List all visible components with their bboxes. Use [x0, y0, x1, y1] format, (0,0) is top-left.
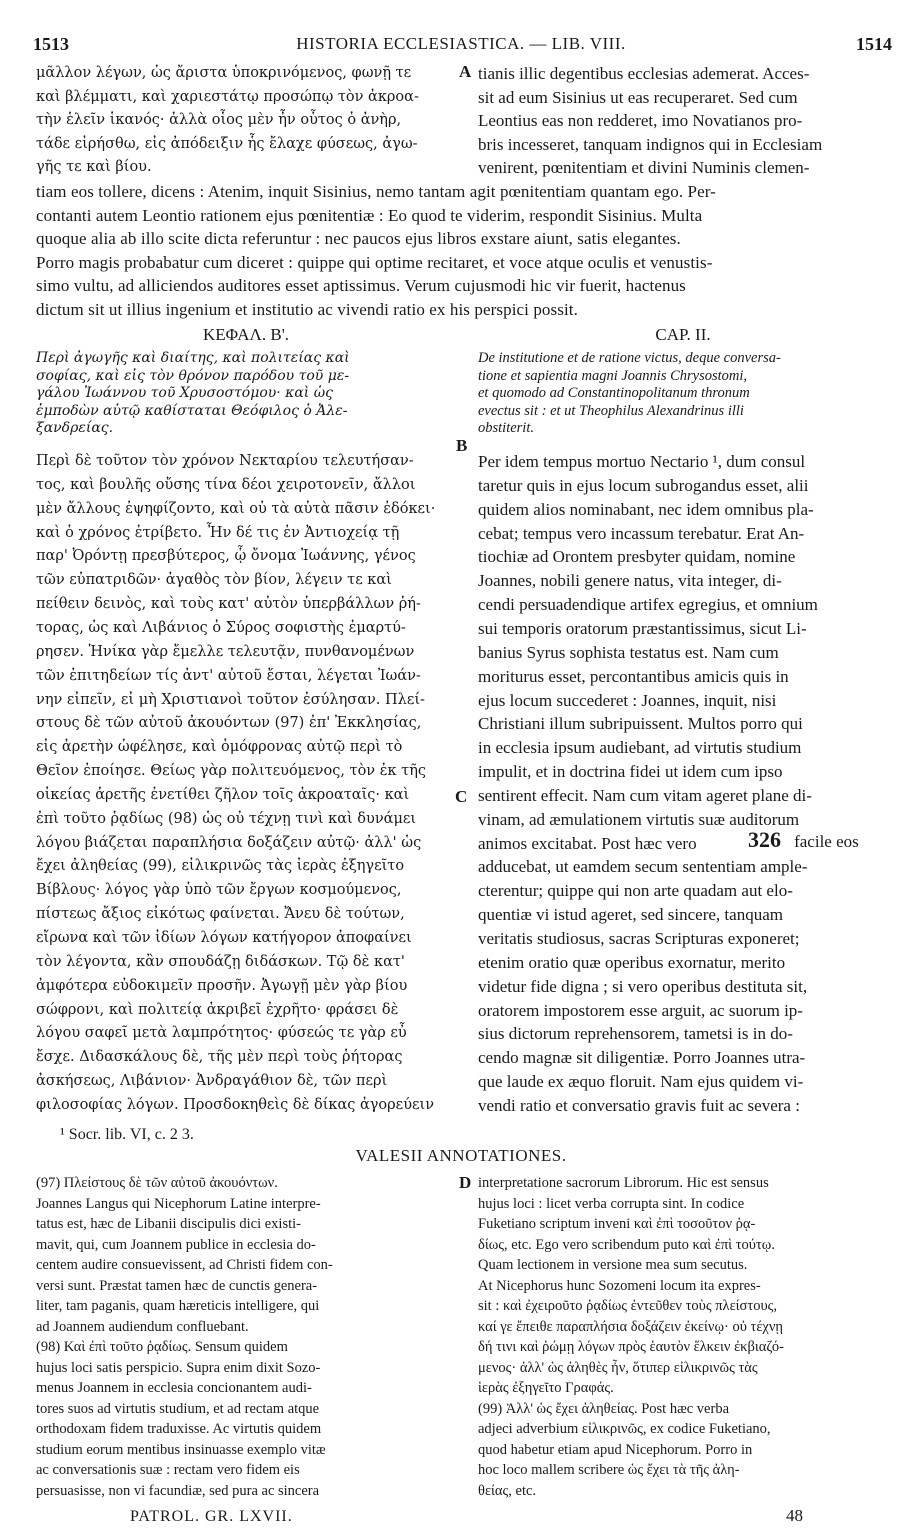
page-number-right: 1514 — [856, 34, 892, 54]
footnote: ¹ Socr. lib. VI, c. 2 3. — [60, 1126, 194, 1143]
latin-line: veritatis studiosus, sacras Scripturas exponeret; — [478, 929, 800, 948]
greek-line: μὲν ἄλλους ἐψηφίζοντο, καὶ οὐ τὰ αὐτὰ πᾶσιν ἐδόκει· — [36, 500, 436, 517]
note-line: sit : καὶ ἐχειροῦτο ῥᾳδίως ἐντεῦθεν τοὺς πλείστους, — [478, 1298, 777, 1314]
note-line: ἱερὰς ἐξηγεῖτο Γραφάς. — [478, 1380, 614, 1396]
greek-line: Βίβλους· λόγος γὰρ ὑπὸ τῶν ἔργων κοσμούμενος, — [36, 882, 402, 899]
latin-line: Joannes, nobili genere natus, vita integer, di- — [478, 571, 782, 591]
latin-line: impulit, et in doctrina fidei ut idem cum ipso — [478, 762, 783, 782]
note-line: ad Joannem audiendum confluebant. — [36, 1318, 249, 1335]
note-line: hujus loci satis perspicio. Supra enim dixit Sozo- — [36, 1359, 321, 1376]
note-line: At Nicephorus hunc Sozomeni locum ita expres- — [478, 1277, 761, 1294]
latin-line: Porro magis probabatur cum diceret : quippe qui optime recitaret, et voce atque oculis et venustis- — [36, 252, 713, 272]
latin-line: sit ad eum Sisinius ut eas recuperaret. Sed cum — [478, 87, 798, 107]
greek-line: πίστεως ἄξιος εἰκότως φαίνεται. Ἄνευ δὲ τούτων, — [36, 906, 405, 923]
greek-line: μᾶλλον λέγων, ὡς ἄριστα ὑποκρινόμενος, φωνῇ τε — [36, 65, 412, 81]
latin-line: que laude ex æquo floruit. Nam ejus quidem vi- — [478, 1072, 804, 1092]
chapter-title-line: γάλου Ἰωάννου τοῦ Χρυσοστόμου· καὶ ὡς — [36, 385, 333, 401]
latin-line: sius dictorum reprehensorem, tametsi is in do- — [478, 1024, 793, 1044]
note-line: mavit, qui, cum Joannem publice in ecclesia do- — [36, 1236, 316, 1253]
greek-line: τὸν λέγοντα, κἂν σπουδάζῃ διδάσκων. Τῷ δὲ κατ' — [36, 953, 405, 970]
latin-line: moriturus esset, percontantibus amicis quis in — [478, 666, 789, 686]
signature-number: 48 — [786, 1506, 803, 1525]
column-number-tail: facile eos — [794, 832, 859, 851]
greek-line: καὶ βλέμματι, καὶ χαριεστάτῳ προσώπῳ τὸν ἀκροα- — [36, 88, 419, 105]
latin-line: quentiæ vi istud ageret, sed sincere, tanquam — [478, 905, 783, 925]
latin-line: cendi persuadendique artifex egregius, et omnium — [478, 595, 818, 615]
greek-line: παρ' Ὀρόντῃ πρεσβύτερος, ᾧ ὄνομα Ἰωάννης, γένος — [36, 548, 416, 565]
greek-line: καὶ ὁ χρόνος ἐτρίβετο. Ἦν δέ τις ἐν Ἀντιοχείᾳ τῇ — [36, 524, 400, 541]
patrologia-reference: PATROL. GR. LXVII. — [130, 1508, 293, 1525]
note-line: versi sunt. Præstat tamen hæc de cunctis genera- — [36, 1277, 318, 1294]
greek-line: λόγου σαφεῖ μετὰ λαμπρότητος· φύσεώς τε γὰρ εὖ — [36, 1025, 407, 1042]
latin-line: sentirent effecit. Nam cum vitam ageret plane di- — [478, 785, 812, 805]
note-line: centem audire consuevissent, ad Christi fidem con- — [36, 1257, 333, 1273]
chapter-title-line: et quomodo ad Constantinopolitanum thronum — [478, 385, 750, 401]
note-line: (99) Ἀλλ' ὡς ἔχει ἀληθείας. Post hæc verba — [478, 1400, 730, 1417]
column-number: 326 — [748, 827, 781, 852]
note-line: hoc loco mallem scribere ὡς ἔχει τὰ τῆς ἀλη- — [478, 1462, 740, 1478]
running-title: HISTORIA ECCLESIASTICA. — LIB. VIII. — [296, 34, 626, 53]
note-line: interpretatione sacrorum Librorum. Hic est sensus — [478, 1175, 769, 1191]
note-line: hujus loci : licet verba corrupta sint. In codice — [478, 1195, 745, 1212]
latin-line: adducebat, ut eamdem secum sententiam ample- — [478, 857, 808, 877]
chapter-title-line: evectus sit : et ut Theophilus Alexandrinus illi — [478, 402, 744, 419]
note-line: (98) Καὶ ἐπὶ τοῦτο ῥᾳδίως. Sensum quidem — [36, 1339, 288, 1355]
latin-line: tianis illic degentibus ecclesias ademerat. Acces- — [478, 64, 810, 83]
latin-line: quidem alios nominabant, nec idem omnibus pla- — [478, 499, 814, 519]
greek-line: Θεῖον ἐποίησε. Θείως γὰρ πολιτευόμενος, τὸν ἐκ τῆς — [36, 763, 426, 780]
greek-line: εἰς ἀρετὴν ὠφέλησε, καὶ ὁμόφρονας αὐτῷ περὶ τὸ — [36, 739, 403, 756]
note-line: μενος· ἀλλ' ὡς ἀληθὲς ἦν, ὅτιπερ εἰλικρινῶς τὰς — [478, 1359, 758, 1376]
margin-letter-c: C — [455, 787, 468, 806]
note-line: Fuketiano scriptum inveni καὶ ἐπὶ τοσοῦτον ῥᾳ- — [478, 1216, 756, 1232]
greek-line: ἀσκήσεως, Λιβάνιον· Ἀνδραγάθιον δὲ, τῶν περὶ — [36, 1073, 388, 1090]
latin-line: oratorem impostorem esse arguit, ac suorum ip- — [478, 1000, 803, 1020]
greek-line: γῆς τε καὶ βίου. — [36, 159, 152, 175]
margin-letter-b: B — [456, 436, 468, 455]
notes-title: VALESII ANNOTATIONES. — [355, 1146, 567, 1165]
latin-line: ejus locum succederet : Joannes, inquit, nisi — [478, 690, 777, 710]
greek-line: λόγου βιάζεται παραπλήσια δοξάζειν αὐτῷ· ἀλλ' ὡς — [36, 834, 422, 851]
note-line: studium eorum mentibus insinuasse exemplo vitæ — [36, 1441, 326, 1458]
latin-line: dictum sit ut illius ingenium et institutio ac vivendi ratio ex his perspici possit. — [36, 300, 578, 319]
latin-line: cebat; tempus vero incassum terebatur. Erat An- — [478, 523, 805, 543]
note-line: adjeci adverbium εἰλικρινῶς, ex codice Fuketiano, — [478, 1421, 771, 1437]
latin-line: animos excitabat. Post hæc vero — [478, 833, 697, 853]
latin-line: vinam, ad æmulationem virtutis suæ auditorum — [478, 809, 800, 829]
chapter-title-line: ξανδρείας. — [36, 420, 114, 436]
latin-line: taretur quis in ejus locum subrogandus esset, alii — [478, 475, 809, 495]
greek-line: Περὶ δὲ τοῦτον τὸν χρόνον Νεκταρίου τελευτήσαν- — [36, 453, 414, 469]
note-line: ac conversationis suæ : rectam vero fidem eis — [36, 1462, 300, 1478]
note-line: persuasisse, non vi facundiæ, sed pura ac sincera — [36, 1482, 320, 1499]
latin-line: Leontius eas non redderet, imo Novatianos pro- — [478, 111, 803, 130]
note-line: tatus est, hæc de Libanii discipulis dici existi- — [36, 1216, 301, 1232]
chapter-title-line: σοφίας, καὶ εἰς τὸν θρόνον παρόδου τοῦ με- — [36, 367, 350, 384]
margin-letter-a: A — [459, 62, 472, 81]
greek-line: στους δὲ τῶν αὐτοῦ ἀκουόντων (97) ἐπ' Ἐκκλησίας, — [36, 715, 422, 732]
latin-line: bris incesseret, tanquam indignos qui in Ecclesiam — [478, 134, 823, 154]
note-line: liter, tam paganis, quam hæreticis intelligere, qui — [36, 1298, 320, 1314]
greek-line: ἀμφότερα εὐδοκιμεῖν προσῆν. Ἀγωγῇ μὲν γὰρ βίου — [36, 977, 408, 994]
note-line: menus Joannem in ecclesia concionantem audi- — [36, 1380, 312, 1396]
column-number-line — [478, 827, 859, 853]
chapter-title-line: Περὶ ἀγωγῆς καὶ διαίτης, καὶ πολιτείας καὶ — [36, 350, 350, 366]
latin-line: venirent, pœnitentiam et divini Numinis clemen- — [478, 158, 810, 177]
latin-line: in ecclesia ipsum audiebant, ad virtutis studium — [478, 738, 802, 758]
note-line: δή τινι καὶ ῥώμῃ λόγων πρὸς ἑαυτὸν ἕλκειν ἐκβιαζό- — [478, 1339, 784, 1355]
latin-line: banius Syrus sophista testatus est. Nam cum — [478, 642, 779, 662]
greek-line: τορας, ὡς καὶ Λιβάνιος ὁ Σύρος σοφιστὴς ἐμαρτύ- — [36, 619, 406, 636]
page-number-left: 1513 — [33, 34, 69, 54]
greek-line: τος, καὶ βουλῆς οὔσης τίνα δέοι χειροτονεῖν, ἄλλοι — [36, 476, 416, 493]
greek-line: ἐπὶ τοῦτο ῥᾳδίως (98) ὡς οὐ τέχνῃ τινὶ καὶ δυνάμει — [36, 810, 417, 827]
chapter-title-line: tione et sapientia magni Joannis Chrysostomi, — [478, 367, 748, 384]
chapter-title-line: obstiterit. — [478, 420, 534, 436]
greek-line: οἰκείας ἀρετῆς ἐνετίθει ζῆλον τοῖς ἀκροαταῖς· καὶ — [36, 786, 410, 803]
latin-line: cendo magnæ sit diligentiæ. Porro Joannes utra- — [478, 1048, 806, 1068]
latin-line: Per idem tempus mortuo Nectario ¹, dum consul — [478, 452, 806, 471]
chapter-heading-latin: CAP. II. — [655, 325, 711, 344]
greek-line: σώφρονι, καὶ πολιτείᾳ ἀκριβεῖ ἐχρῆτο· φράσει δὲ — [36, 1001, 399, 1018]
greek-line: ρησεν. Ἡνίκα γὰρ ἔμελλε τελευτᾷν, πυνθανομένων — [36, 643, 415, 660]
latin-line: cterentur; quippe qui non arte quadam aut elo- — [478, 881, 793, 901]
latin-line: vendi ratio et conversatio gravis fuit ac severa : — [478, 1095, 800, 1115]
greek-line: νην εἰπεῖν, εἰ μὴ Χριστιανοὶ τοῦτον ἐσύλησαν. Πλεί- — [36, 691, 425, 708]
note-line: quod habetur etiam apud Nicephorum. Porro in — [478, 1441, 753, 1458]
greek-line: τῶν ἐπιτηδείων τίς ἀντ' αὐτοῦ ἔσται, λέγεται Ἰωάν- — [36, 667, 421, 684]
note-line: tores suos ad virtutis studium, et ad rectam atque — [36, 1400, 320, 1417]
greek-line: τὴν ἑλεῖν ἱκανός· ἀλλὰ οἷος μὲν ἦν οὗτος ὁ ἀνὴρ, — [36, 112, 402, 128]
latin-line: simo vultu, ad alliciendos auditores esset aptissimus. Verum cujusmodi hic vir fuerit, hactenus — [36, 276, 686, 296]
greek-line: φιλοσοφίας λόγων. Προσδοκηθεὶς δὲ δίκας ἀγορεύειν — [36, 1096, 435, 1113]
greek-line: τῶν εὐπατριδῶν· ἀγαθὸς τὸν βίον, λέγειν τε καὶ — [36, 572, 392, 589]
note-line: καί γε ἔπειθε παραπλήσια δοξάζειν ἐκείνῳ· οὐ τέχνῃ — [478, 1318, 783, 1335]
margin-letter-d: D — [459, 1173, 472, 1192]
note-line: θείας, etc. — [478, 1482, 537, 1499]
greek-line: εἴρωνα καὶ τῶν ἰδίων λόγων κατήγορον ἀποφαίνει — [36, 930, 412, 946]
greek-line: ἔσχε. Διδασκάλους δὲ, τῆς μὲν περὶ τοὺς ῥήτορας — [36, 1049, 403, 1066]
chapter-title-line: ἐμποδὼν αὐτῷ καθίσταται Θεόφιλος ὁ Ἀλε- — [36, 402, 348, 419]
latin-line: tiochiæ ad Orontem presbyter quidam, nomine — [478, 547, 796, 567]
chapter-heading-greek: ΚΕΦΑΛ. Β'. — [202, 325, 290, 344]
latin-line: Christiani illum subripuissent. Multos porro qui — [478, 714, 803, 734]
note-line: orthodoxam fidem traduxisse. Ac virtutis quidem — [36, 1421, 322, 1437]
note-line: Joannes Langus qui Nicephorum Latine interpre- — [36, 1195, 321, 1212]
latin-line: etenim oratio quæ operibus exornatur, merito — [478, 952, 786, 972]
greek-line: πείθειν δεινὸς, καὶ τοὺς κατ' αὐτὸν ὑπερβάλλων ῥή- — [36, 596, 421, 613]
greek-line: ἔχει ἀληθείας (99), εἰλικρινῶς τὰς ἱερὰς ἐξηγεῖτο — [36, 858, 405, 875]
note-line: (97) Πλείστους δὲ τῶν αὐτοῦ ἀκουόντων. — [36, 1175, 278, 1191]
note-line: δίως, etc. Ego vero scribendum puto καὶ ἐπὶ τούτῳ. — [478, 1236, 775, 1253]
latin-line: quoque alia ab illo scite dicta referuntur : nec paucos ejus libros exstare aiunt, satis elegantes. — [36, 229, 681, 249]
chapter-title-line: De institutione et de ratione victus, deque conversa- — [478, 350, 781, 366]
latin-line: tiam eos tollere, dicens : Atenim, inquit Sisinius, nemo tantam agit pœnitentiam quantam ego. Per- — [36, 182, 716, 201]
greek-line: τάδε εἰρήσθω, εἰς ἀπόδειξιν ἧς ἔλαχε φύσεως, ἀγω- — [36, 135, 418, 152]
latin-line: contanti autem Leontio rationem ejus pœnitentiæ : Eo quod te viderim, respondit Sisinius. Multa — [36, 205, 703, 225]
latin-line: sui temporis oratorum præstantissimus, sicut Li- — [478, 618, 807, 638]
latin-line: videtur fide digna ; si vero operibus destituta sit, — [478, 976, 808, 996]
note-line: Quam lectionem in versione mea sum secutus. — [478, 1257, 748, 1273]
